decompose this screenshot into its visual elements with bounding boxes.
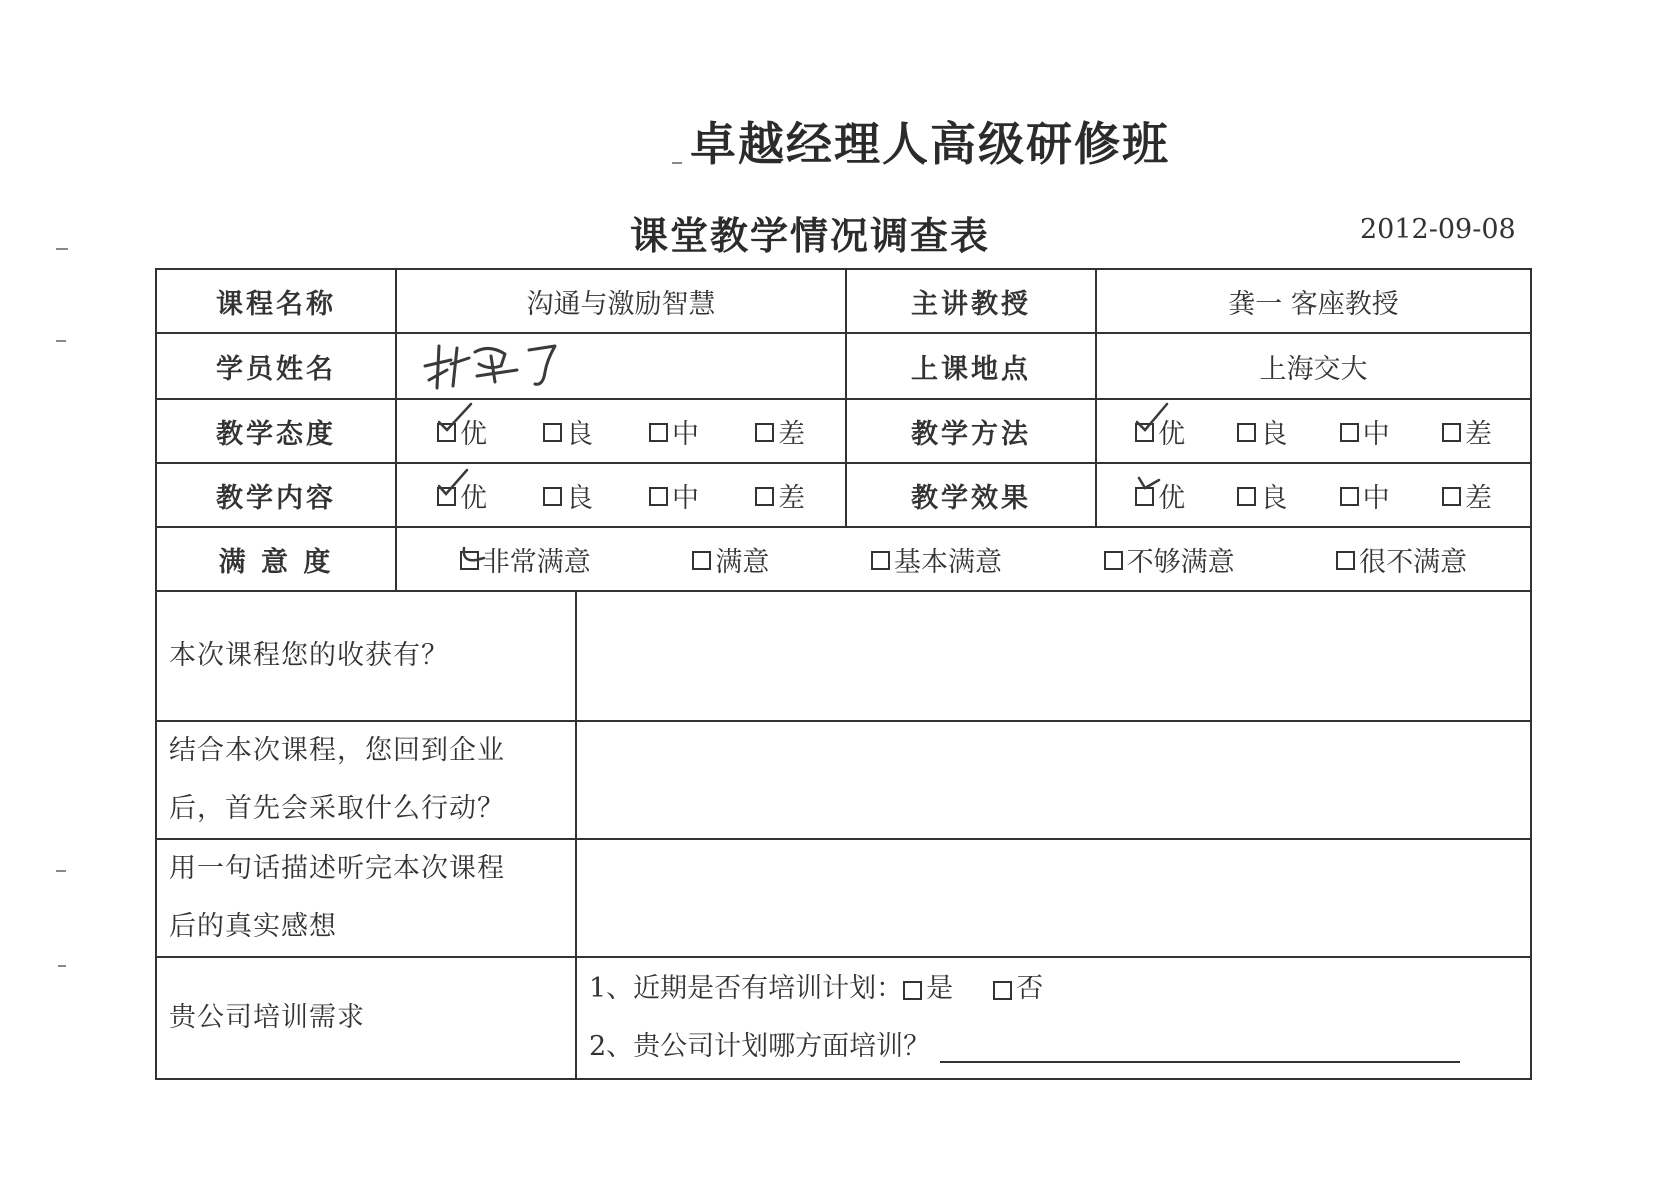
satisfaction-option-basically-satisfied[interactable]: 基本满意 (871, 540, 1002, 579)
teaching-content-option-average[interactable]: 中 (649, 476, 699, 515)
table-row (156, 591, 1531, 721)
student-name-label: 学员姓名 (156, 333, 396, 399)
training-plan-option-yes[interactable]: 是 (903, 960, 953, 1018)
teaching-method-label: 教学方法 (846, 399, 1096, 463)
handwritten-signature (417, 336, 587, 396)
table-row (156, 269, 1531, 333)
satisfaction-option-not-satisfied-enough[interactable]: 不够满意 (1104, 540, 1235, 579)
location-label: 上课地点 (846, 333, 1096, 399)
teaching-effect-option-good[interactable]: 良 (1237, 476, 1287, 515)
location-value[interactable]: 上海交大 (1096, 333, 1531, 399)
checkbox-icon[interactable] (543, 423, 562, 442)
question-gains: 本次课程您的收获有？ (156, 591, 576, 721)
teaching-effect-option-average[interactable]: 中 (1340, 476, 1390, 515)
teaching-attitude-label: 教学态度 (156, 399, 396, 463)
checkbox-icon[interactable] (1340, 423, 1359, 442)
satisfaction-option-very-unsatisfied[interactable]: 很不满意 (1336, 540, 1467, 579)
teaching-content-option-good[interactable]: 良 (543, 476, 593, 515)
scan-mark (56, 870, 66, 872)
checkbox-icon[interactable] (649, 487, 668, 506)
answer-gains-field[interactable] (576, 591, 1531, 721)
checkbox-icon[interactable] (460, 551, 479, 570)
question-feelings: 用一句话描述听完本次课程 后的真实感想 (156, 839, 576, 957)
teaching-attitude-option-average[interactable]: 中 (649, 412, 699, 451)
teaching-effect-option-poor[interactable]: 差 (1442, 476, 1492, 515)
question-training-needs: 贵公司培训需求 (156, 957, 576, 1079)
training-plan-line (589, 960, 1518, 1018)
training-needs-cell (576, 957, 1531, 1079)
training-plan-option-no[interactable]: 否 (993, 960, 1043, 1018)
checkbox-icon[interactable] (1135, 423, 1154, 442)
scan-mark (58, 965, 66, 967)
checkbox-icon[interactable] (871, 551, 890, 570)
scan-mark (56, 248, 68, 250)
answer-action-field[interactable] (576, 721, 1531, 839)
teaching-method-option-average[interactable]: 中 (1340, 412, 1390, 451)
training-area-blank-field[interactable] (940, 1031, 1460, 1063)
teaching-content-option-poor[interactable]: 差 (755, 476, 805, 515)
training-area-question: 2、贵公司计划哪方面培训？ (589, 1031, 931, 1062)
lecturer-label: 主讲教授 (846, 269, 1096, 333)
checkbox-icon[interactable] (543, 487, 562, 506)
scan-mark (56, 340, 66, 342)
checkbox-icon[interactable] (437, 423, 456, 442)
checkbox-icon[interactable] (1104, 551, 1123, 570)
course-name-value[interactable]: 沟通与激励智慧 (396, 269, 846, 333)
teaching-content-label: 教学内容 (156, 463, 396, 527)
teaching-method-options (1096, 399, 1531, 463)
table-row (156, 957, 1531, 1079)
training-plan-question: 1、近期是否有培训计划： (589, 973, 904, 1004)
teaching-effect-label: 教学效果 (846, 463, 1096, 527)
checkbox-icon[interactable] (1237, 487, 1256, 506)
checkbox-icon[interactable] (692, 551, 711, 570)
satisfaction-option-very-satisfied[interactable]: 非常满意 (460, 540, 591, 579)
teaching-effect-option-excellent[interactable]: 优 (1135, 476, 1185, 515)
survey-date: 2012-09-08 (1360, 214, 1516, 245)
table-row (156, 839, 1531, 957)
course-name-label: 课程名称 (156, 269, 396, 333)
training-area-line (589, 1018, 1518, 1076)
student-name-field[interactable] (396, 333, 846, 399)
teaching-content-option-excellent[interactable]: 优 (437, 476, 487, 515)
satisfaction-options (396, 527, 1531, 591)
teaching-method-option-good[interactable]: 良 (1237, 412, 1287, 451)
teaching-content-options (396, 463, 846, 527)
scan-mark (672, 162, 682, 164)
checkbox-icon[interactable] (1135, 487, 1154, 506)
teaching-method-option-poor[interactable]: 差 (1442, 412, 1492, 451)
answer-feelings-field[interactable] (576, 839, 1531, 957)
table-row (156, 527, 1531, 591)
checkbox-icon[interactable] (755, 487, 774, 506)
checkbox-icon[interactable] (1442, 487, 1461, 506)
teaching-attitude-option-good[interactable]: 良 (543, 412, 593, 451)
checkbox-icon[interactable] (903, 981, 922, 1000)
survey-title: 课堂教学情况调查表 (630, 214, 991, 258)
teaching-attitude-option-poor[interactable]: 差 (755, 412, 805, 451)
checkbox-icon[interactable] (993, 981, 1012, 1000)
teaching-attitude-options (396, 399, 846, 463)
satisfaction-label: 满 意 度 (156, 527, 396, 591)
checkbox-icon[interactable] (437, 487, 456, 506)
teaching-attitude-option-excellent[interactable]: 优 (437, 412, 487, 451)
teaching-effect-options (1096, 463, 1531, 527)
table-row (156, 333, 1531, 399)
table-row (156, 399, 1531, 463)
checkbox-icon[interactable] (1237, 423, 1256, 442)
main-title: 卓越经理人高级研修班 (690, 117, 1170, 171)
table-row (156, 721, 1531, 839)
table-row (156, 463, 1531, 527)
survey-table (155, 268, 1532, 1080)
checkbox-icon[interactable] (649, 423, 668, 442)
checkbox-icon[interactable] (755, 423, 774, 442)
teaching-method-option-excellent[interactable]: 优 (1135, 412, 1185, 451)
satisfaction-option-satisfied[interactable]: 满意 (692, 540, 769, 579)
checkbox-icon[interactable] (1336, 551, 1355, 570)
checkbox-icon[interactable] (1340, 487, 1359, 506)
checkbox-icon[interactable] (1442, 423, 1461, 442)
lecturer-value[interactable]: 龚一 客座教授 (1096, 269, 1531, 333)
question-action: 结合本次课程，您回到企业 后，首先会采取什么行动？ (156, 721, 576, 839)
